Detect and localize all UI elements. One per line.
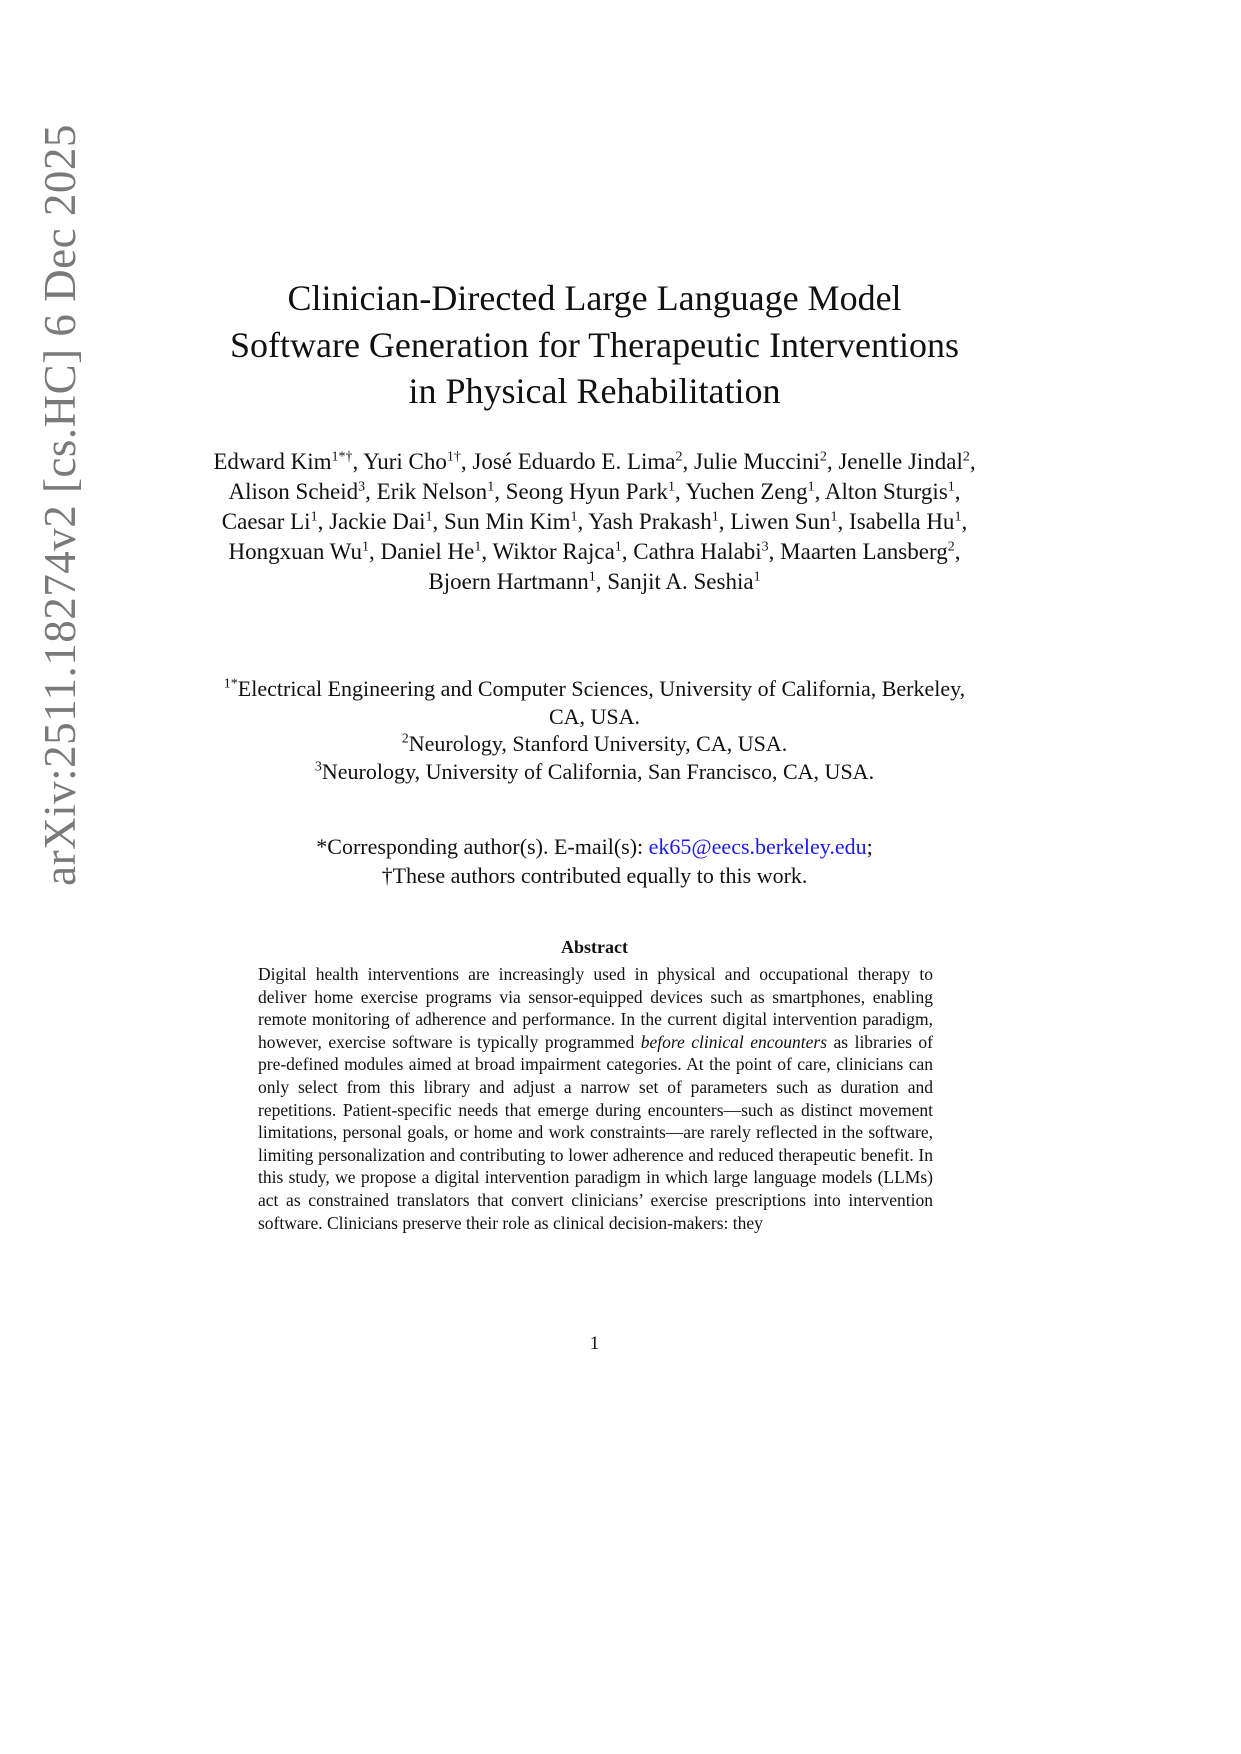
author-affiliation-marker: 1 <box>947 479 955 495</box>
author-name: Erik Nelson <box>376 479 488 504</box>
title-line: in Physical Rehabilitation <box>408 371 781 411</box>
author-name: Edward Kim <box>213 449 332 474</box>
author: Alison Scheid$^3$, <box>228 479 371 504</box>
author-name: Jenelle Jindal <box>838 449 963 474</box>
author-affiliation-marker: 2 <box>962 449 970 465</box>
correspondence-note <box>200 832 989 890</box>
author-name: Hongxuan Wu <box>228 539 362 564</box>
corresponding-prefix: *Corresponding author(s). E-mail(s): <box>316 834 649 859</box>
arxiv-identifier-text: arXiv:2511.18274v2 [cs.HC] 6 Dec 2025 <box>35 124 85 886</box>
title-line: Clinician-Directed Large Language Model <box>287 278 902 318</box>
author: Daniel He$^1$, <box>380 539 488 564</box>
author-affiliation-marker: 1† <box>446 449 461 465</box>
author: Jenelle Jindal$^2$, <box>838 449 976 474</box>
author-affiliation-marker: 1 <box>474 539 482 555</box>
author: Seong Hyun Park$^1$, <box>505 479 681 504</box>
abstract-text: as libraries of pre-defined modules aimed at broad impairment categories. At the point of care, clinicians can only select from this library and adjust a narrow set of parameters such as duration and repetitions. Patient-specific needs that emerge during encounters—such as distinct movement limitations, personal goals, or home and work constraints—are rarely reflected in the software, limiting personalization and contributing to lower adherence and reduced therapeutic benefit. In this study, we propose a digital intervention paradigm in which large language models (LLMs) act as constrained translators that convert clinicians’ exercise prescriptions into intervention software. Clinicians preserve their role as clinical decision-makers: they <box>258 1031 933 1233</box>
author: Cathra Halabi$^3$, <box>633 539 775 564</box>
author-name: Daniel He <box>380 539 475 564</box>
author: Alton Sturgis$^1$, <box>824 479 961 504</box>
author-affiliation-marker: 2 <box>819 449 827 465</box>
author-name: Julie Muccini <box>694 449 820 474</box>
author: Jackie Dai$^1$, <box>329 509 439 534</box>
page-number: 1 <box>589 1333 600 1354</box>
author-affiliation-marker: 1 <box>954 509 962 525</box>
author: Wiktor Rajca$^1$, <box>492 539 628 564</box>
author-affiliation-marker: 1 <box>570 509 578 525</box>
author: Yash Prakash$^1$, <box>588 509 725 534</box>
author: Yuchen Zeng$^1$, <box>685 479 821 504</box>
author-name: Alison Scheid <box>228 479 359 504</box>
author-name: Caesar Li <box>221 509 311 534</box>
author: Caesar Li$^1$, <box>221 509 324 534</box>
equal-contribution-note: †These authors contributed equally to this work. <box>381 863 808 888</box>
author-affiliation-marker: 1 <box>310 509 318 525</box>
author: Maarten Lansberg$^2$, <box>780 539 961 564</box>
author-affiliation-marker: 1 <box>425 509 433 525</box>
email-link[interactable]: ek65@eecs.berkeley.edu <box>648 834 867 859</box>
author-affiliation-marker: 1*† <box>331 449 353 465</box>
author-name: Jackie Dai <box>329 509 426 534</box>
author-affiliation-marker: 1 <box>588 569 596 585</box>
author-affiliation-marker: 1 <box>753 569 761 585</box>
author: Edward Kim$^{1*\dagger}$, <box>213 449 359 474</box>
author: Hongxuan Wu$^1$, <box>228 539 375 564</box>
author-affiliation-marker: 2 <box>947 539 955 555</box>
abstract-heading: Abstract <box>561 937 628 957</box>
author-name: Cathra Halabi <box>633 539 762 564</box>
author-name: Bjoern Hartmann <box>428 569 589 594</box>
paper-title <box>160 275 1029 415</box>
affiliation-text: Neurology, University of California, San Francisco, CA, USA. <box>321 758 875 784</box>
author-name: José Eduardo E. Lima <box>472 449 676 474</box>
author-name: Maarten Lansberg <box>780 539 948 564</box>
author-name: Sun Min Kim <box>444 509 571 534</box>
affiliation-marker: 3 <box>314 759 322 775</box>
affiliation-list <box>220 675 969 785</box>
author-name: Yuri Cho <box>363 449 447 474</box>
author: Sun Min Kim$^1$, <box>444 509 584 534</box>
author-affiliation-marker: 3 <box>761 539 769 555</box>
corresponding-author-line <box>200 832 989 861</box>
author <box>607 569 760 594</box>
author-name: Yuchen Zeng <box>685 479 808 504</box>
author-name: Liwen Sun <box>730 509 831 534</box>
author-name: Seong Hyun Park <box>505 479 668 504</box>
author-affiliation-marker: 1 <box>830 509 838 525</box>
author-affiliation-marker: 2 <box>675 449 683 465</box>
author: Bjoern Hartmann$^1$, <box>428 569 602 594</box>
author-name: Yash Prakash <box>588 509 712 534</box>
affiliation <box>220 730 969 758</box>
author: Isabella Hu$^1$, <box>849 509 968 534</box>
abstract-body <box>258 963 933 1234</box>
author-list <box>200 447 989 597</box>
corresponding-suffix: ; <box>866 834 873 859</box>
affiliation-text: Electrical Engineering and Computer Sciences, University of California, Berkeley, CA, USA. <box>237 676 966 729</box>
affiliation-marker: 1* <box>223 676 238 692</box>
affiliation-marker: 2 <box>401 731 409 747</box>
author-affiliation-marker: 1 <box>667 479 675 495</box>
affiliation-text: Neurology, Stanford University, CA, USA. <box>408 731 788 756</box>
author-name: Wiktor Rajca <box>492 539 615 564</box>
affiliation <box>220 675 969 730</box>
author: José Eduardo E. Lima$^2$, <box>472 449 689 474</box>
author-affiliation-marker: 3 <box>358 479 366 495</box>
author-affiliation-marker: 1 <box>711 509 719 525</box>
author-affiliation-marker: 1 <box>807 479 815 495</box>
author: Erik Nelson$^1$, <box>376 479 500 504</box>
author: Liwen Sun$^1$, <box>730 509 844 534</box>
abstract-italic-phrase: before clinical encounters <box>640 1031 828 1052</box>
author-affiliation-marker: 1 <box>361 539 369 555</box>
title-line: Software Generation for Therapeutic Interventions <box>229 324 960 365</box>
author-name: Isabella Hu <box>849 509 955 534</box>
abstract-text: Digital health interventions are increasingly used in physical and occupational therapy to deliver home exercise programs via sensor-equipped devices such as smartphones, enabling remote monitoring of adherence and performance. In the current digital intervention paradigm, however, exercise software is typically programmed <box>258 964 933 1052</box>
author-affiliation-marker: 1 <box>487 479 495 495</box>
affiliation <box>220 758 969 786</box>
author-name: Sanjit A. Seshia <box>607 569 754 594</box>
author-affiliation-marker: 1 <box>614 539 622 555</box>
author-name: Alton Sturgis <box>824 479 948 504</box>
author: Yuri Cho$^{1\dagger}$, <box>363 449 467 474</box>
author: Julie Muccini$^2$, <box>694 449 833 474</box>
